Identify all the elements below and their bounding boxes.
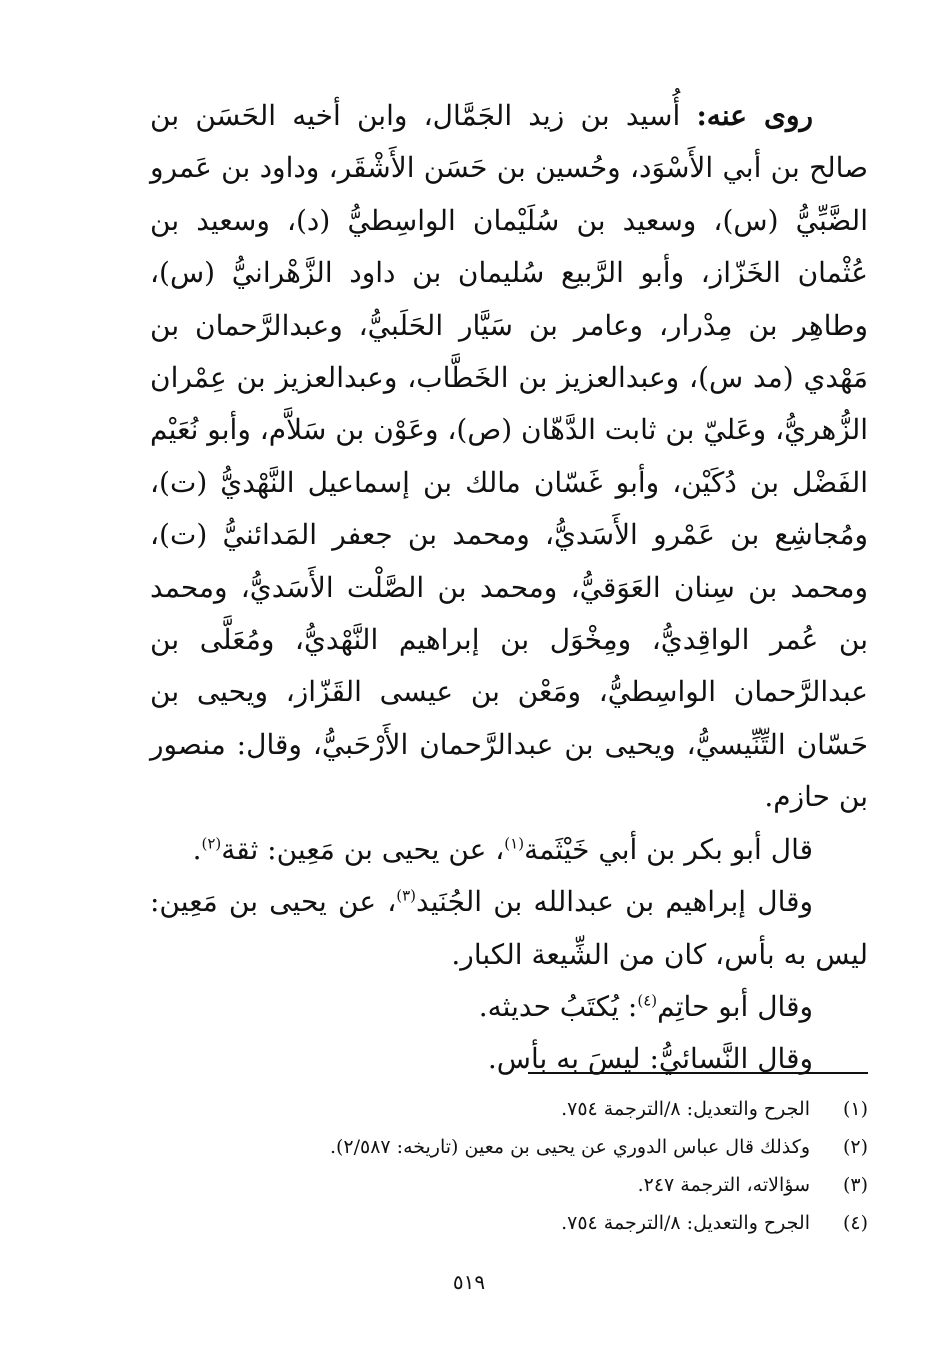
quote-abu-bakr-continued: ، عن يحيى بن مَعِين: ثقة: [221, 832, 505, 866]
footnote-text: الجرح والتعديل: ٨/الترجمة ٧٥٤.: [561, 1098, 810, 1120]
footnote-divider: [528, 1072, 868, 1074]
footnote-text: سؤالاته، الترجمة ٢٤٧.: [637, 1174, 810, 1196]
footnote-ref-1[interactable]: (١): [504, 834, 525, 853]
footnote-number: (٣): [842, 1174, 868, 1196]
narrators-list: أُسيد بن زيد الجَمَّال، وابن أخيه الحَسَن بن صالح بن أبي الأَسْوَد، وحُسين بن حَسَن الأَشْقَر، وداود بن عَمرو الضَّبِّيُّ (س)، وسعيد بن سُلَيْمان الواسِطيُّ (د)، وسعيد بن عُثْمان الخَزّاز، وأبو الرَّبيع سُليمان بن داود الزَّهْرانيُّ (س)، وطاهِر بن مِدْرار، وعامر بن سَيَّار الحَلَبيُّ، وعبدالرَّحمان بن مَهْدي (مد س)، وعبدالعزيز بن الخَطَّاب، وعبدالعزيز بن عِمْران الزُّهريُّ، وعَليّ بن ثابت الدَّهّان (ص)، وعَوْن بن سَلاَّم، وأبو نُعَيْم الفَضْل بن دُكَيْن، وأبو غَسّان مالك بن إسماعيل النَّهْديُّ (ت)، ومُجاشِع بن عَمْرو الأَسَديُّ، ومحمد بن جعفر المَدائنيُّ (ت)، ومحمد بن سِنان العَوَقيُّ، ومحمد بن الصَّلْت الأَسَديُّ، ومحمد بن عُمر الواقِديُّ، ومِخْوَل بن إبراهيم النَّهْديُّ، ومُعَلَّى بن عبدالرَّحمان الواسِطيُّ، ومَعْن بن عيسى القَزّاز، ويحيى بن حَسّان التِّنِّيسيُّ، ويحيى بن عبدالرَّحمان الأَرْحَبيُّ، وقال: منصور بن حازم.: [150, 99, 868, 814]
riwaya-label: روى عنه:: [696, 99, 813, 132]
quote-nasai: [150, 1033, 868, 1085]
footnote-item: [150, 1090, 868, 1128]
quote-ibrahim-text: وقال إبراهيم بن عبدالله بن الجُنَيد: [416, 885, 814, 919]
footnote-number: (١): [842, 1098, 868, 1120]
quote-nasai-text: وقال النَّسائيُّ: ليسَ به بأس.: [487, 1042, 813, 1076]
footnote-ref-2[interactable]: (٢): [201, 834, 222, 853]
footnote-item: [150, 1128, 868, 1166]
main-text: [150, 90, 868, 1086]
quote-abu-hatim-text: وقال أبو حاتِم: [657, 989, 813, 1023]
quote-ibrahim-continued: ، عن يحيى بن مَعِين: ليس به بأس، كان من الشِّيعة الكبار.: [150, 885, 868, 971]
footnote-number: (٢): [842, 1136, 868, 1158]
footnote-text: وكذلك قال عباس الدوري عن يحيى بن معين (تاريخه: ٢/٥٨٧).: [329, 1136, 810, 1158]
quote-abu-hatim-continued: : يُكتَبُ حديثه.: [478, 989, 638, 1023]
quote-abu-bakr-text: قال أبو بكر بن أبي خَيْثَمة: [524, 832, 813, 866]
footnote-number: (٤): [842, 1212, 868, 1234]
narrators-paragraph: [150, 90, 868, 824]
page-number: ٥١٩: [452, 1270, 486, 1294]
footnote-item: [150, 1166, 868, 1204]
quote-abu-bakr-end: .: [192, 832, 202, 866]
footnote-item: [150, 1204, 868, 1242]
footnote-text: الجرح والتعديل: ٨/الترجمة ٧٥٤.: [561, 1212, 810, 1234]
footnote-ref-3[interactable]: (٣): [396, 886, 417, 905]
quote-ibrahim: [150, 876, 868, 981]
footnotes-list: [150, 1090, 868, 1242]
footnote-ref-4[interactable]: (٤): [637, 991, 658, 1010]
quote-abu-hatim: [150, 981, 868, 1033]
quote-abu-bakr: [150, 824, 868, 876]
